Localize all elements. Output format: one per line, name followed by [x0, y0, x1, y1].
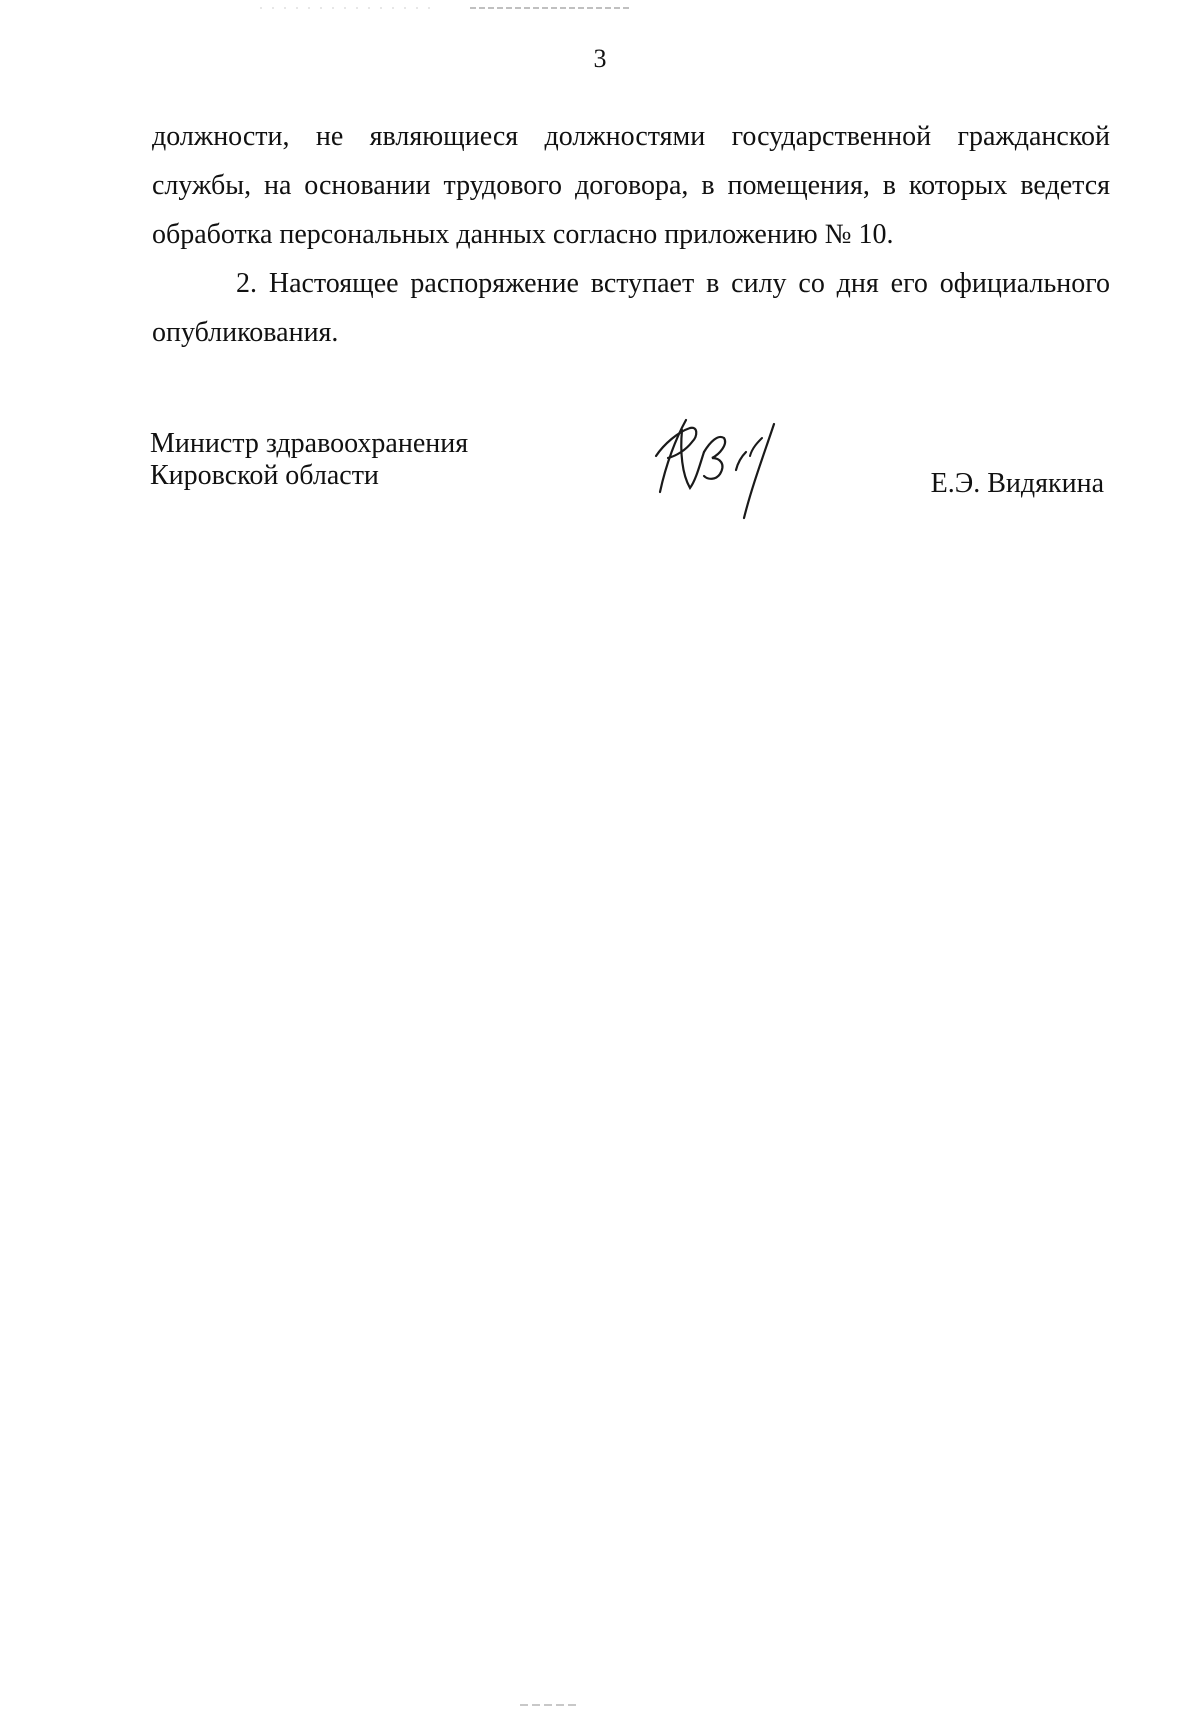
- signer-name: Е.Э. Видякина: [930, 468, 1104, 499]
- document-body: [152, 112, 1110, 357]
- page-number: 3: [593, 44, 607, 73]
- signer-position: [150, 428, 468, 492]
- handwritten-signature: [646, 412, 796, 524]
- signer-position-line-2: Кировской области: [150, 460, 379, 491]
- scan-top-edge: [0, 0, 1200, 6]
- signature-block: [150, 428, 1110, 548]
- paragraph-2: 2. Настоящее распоряжение вступает в силу со дня его официального опубликования.: [152, 268, 1110, 348]
- paragraph-continuation: должности, не являющиеся должностями государственной гражданской службы, на основании трудового договора, в помещения, в которых ведется обработка персональных данных согласно приложению № 10.: [152, 121, 1110, 250]
- signer-position-line-1: Министр здравоохранения: [150, 428, 469, 459]
- scan-bottom-edge: [520, 1694, 580, 1698]
